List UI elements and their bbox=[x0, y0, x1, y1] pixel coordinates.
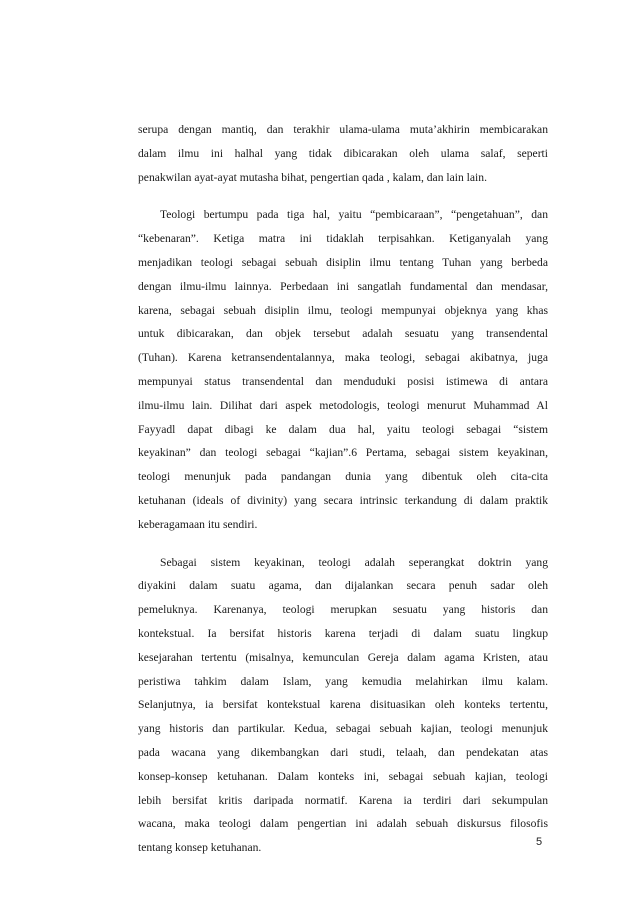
text-line: untuk dibicarakan, dan objek tersebut adalah sesuatu yang transendental bbox=[138, 327, 548, 341]
paragraph bbox=[138, 203, 548, 536]
text-line: serupa dengan mantiq, dan terakhir ulama-ulama muta’akhirin membicarakan bbox=[138, 123, 548, 136]
text-line: pemeluknya. Karenanya, teologi merupkan sesuatu yang historis dan bbox=[138, 603, 548, 617]
text-line: keyakinan” dan teologi sebagai “kajian”.6 Pertama, sebagai sistem keyakinan, bbox=[138, 446, 548, 460]
text-line: peristiwa tahkim dalam Islam, yang kemudia melahirkan ilmu kalam. bbox=[138, 674, 548, 688]
text-line: Sebagai sistem keyakinan, teologi adalah seperangkat doktrin yang bbox=[160, 555, 548, 569]
text-line: diyakini dalam suatu agama, dan dijalankan secara penuh sadar oleh bbox=[138, 579, 548, 593]
text-line: mempunyai status transendental dan menduduki posisi istimewa di antara bbox=[138, 374, 548, 388]
text-line: Teologi bertumpu pada tiga hal, yaitu “pembicaraan”, “pengetahuan”, dan bbox=[160, 208, 548, 222]
paragraph bbox=[138, 118, 548, 189]
text-line: Selanjutnya, ia bersifat kontekstual karena disituasikan oleh konteks tertentu, bbox=[138, 698, 548, 712]
text-line: dalam ilmu ini halhal yang tidak dibicarakan oleh ulama salaf, seperti bbox=[138, 146, 548, 160]
text-line: tentang konsep ketuhanan. bbox=[138, 841, 262, 855]
text-line: dengan ilmu-ilmu lainnya. Perbedaan ini sangatlah fundamental dan mendasar, bbox=[138, 279, 548, 293]
text-line: wacana, maka teologi dalam pengertian ini adalah sebuah diskursus filosofis bbox=[138, 817, 548, 831]
text-line: pada wacana yang dikembangkan dari studi, telaah, dan pendekatan atas bbox=[138, 745, 548, 759]
text-line: “kebenaran”. Ketiga matra ini tidaklah terpisahkan. Ketiganyalah yang bbox=[138, 232, 548, 246]
text-line: kontekstual. Ia bersifat historis karena terjadi di dalam suatu lingkup bbox=[138, 626, 548, 640]
text-line: yang historis dan partikular. Kedua, sebagai sebuah kajian, teologi menunjuk bbox=[138, 722, 548, 736]
text-line: menjadikan teologi sebagai sebuah disiplin ilmu tentang Tuhan yang berbeda bbox=[138, 255, 548, 269]
text-line: penakwilan ayat-ayat mutasha bihat, pengertian qada , kalam, dan lain lain. bbox=[138, 170, 487, 184]
paragraph bbox=[138, 551, 548, 860]
text-line: ketuhanan (ideals of divinity) yang secara intrinsic terkandung di dalam praktik bbox=[138, 493, 548, 507]
text-line: konsep-konsep ketuhanan. Dalam konteks ini, sebagai sebuah kajian, teologi bbox=[138, 769, 548, 783]
text-line: ilmu-ilmu lain. Dilihat dari aspek metodologis, teologi menurut Muhammad Al bbox=[138, 398, 548, 412]
text-line: karena, sebagai sebuah disiplin ilmu, teologi mempunyai objeknya yang khas bbox=[138, 303, 548, 317]
text-line: Fayyadl dapat dibagi ke dalam dua hal, yaitu teologi sebagai “sistem bbox=[138, 422, 548, 436]
page-number: 5 bbox=[536, 836, 543, 848]
text-line: kesejarahan tertentu (misalnya, kemunculan Gereja dalam agama Kristen, atau bbox=[138, 650, 548, 664]
body-text bbox=[138, 118, 548, 874]
text-line: keberagamaan itu sendiri. bbox=[138, 517, 258, 531]
text-line: (Tuhan). Karena ketransendentalannya, maka teologi, sebagai akibatnya, juga bbox=[138, 351, 548, 365]
text-line: lebih bersifat kritis daripada normatif. Karena ia terdiri dari sekumpulan bbox=[138, 793, 548, 807]
text-line: teologi menunjuk pada pandangan dunia yang dibentuk oleh cita-cita bbox=[138, 470, 548, 484]
